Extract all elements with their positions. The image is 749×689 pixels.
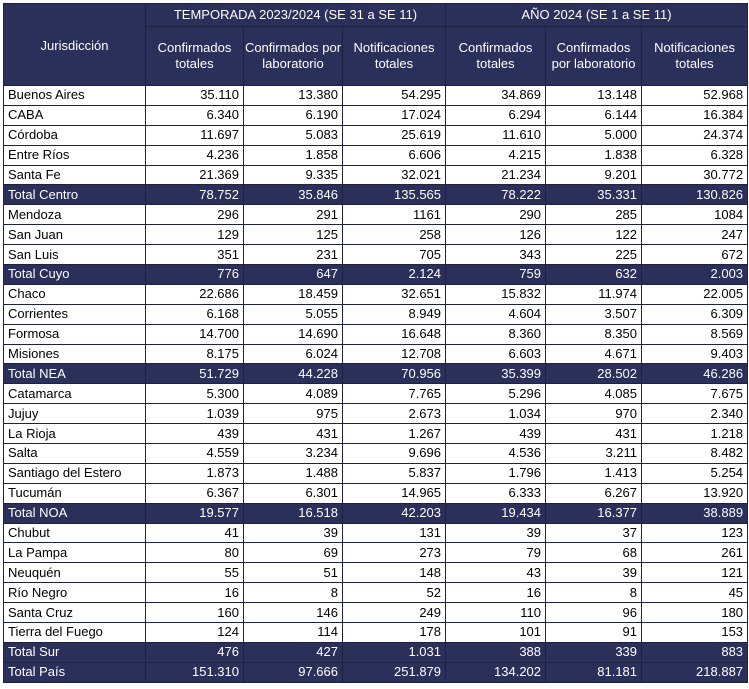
value-cell: 759 [446,265,546,285]
value-cell: 35.846 [244,185,343,205]
value-cell: 5.083 [244,125,343,145]
jurisdiction-header: Jurisdicción [4,4,146,86]
value-cell: 3.507 [546,304,642,324]
table-header [4,4,748,86]
jurisdiction-cell: Formosa [4,324,146,344]
value-cell: 37 [546,523,642,543]
value-cell: 13.920 [642,483,748,503]
value-cell: 35.331 [546,185,642,205]
value-cell: 6.367 [146,483,244,503]
value-cell: 6.603 [446,344,546,364]
value-cell: 431 [546,424,642,444]
table-row [4,583,748,603]
year-group-header: AÑO 2024 (SE 1 a SE 11) [446,4,748,27]
value-cell: 8.569 [642,324,748,344]
jurisdiction-cell: Salta [4,444,146,464]
value-cell: 15.832 [446,284,546,304]
jurisdiction-cell: Buenos Aires [4,86,146,106]
value-cell: 339 [546,642,642,662]
value-cell: 39 [546,563,642,583]
value-cell: 439 [146,424,244,444]
value-cell: 343 [446,245,546,265]
table-body [4,86,748,683]
value-cell: 9.696 [343,444,446,464]
value-cell: 80 [146,543,244,563]
value-cell: 45 [642,583,748,603]
value-cell: 1.039 [146,404,244,424]
value-cell: 261 [642,543,748,563]
value-cell: 81.181 [546,662,642,682]
value-cell: 44.228 [244,364,343,384]
value-cell: 134.202 [446,662,546,682]
value-cell: 6.309 [642,304,748,324]
value-cell: 6.024 [244,344,343,364]
jurisdiction-cell: Santa Cruz [4,603,146,623]
value-cell: 4.604 [446,304,546,324]
value-cell: 431 [244,424,343,444]
value-cell: 439 [446,424,546,444]
value-cell: 52.968 [642,86,748,106]
value-cell: 151.310 [146,662,244,682]
jurisdiction-cell: Jujuy [4,404,146,424]
value-cell: 131 [343,523,446,543]
value-cell: 8.949 [343,304,446,324]
table-total-row [4,185,748,205]
value-cell: 1161 [343,205,446,225]
value-cell: 5.254 [642,463,748,483]
table-total-row [4,503,748,523]
value-cell: 6.294 [446,105,546,125]
value-cell: 249 [343,603,446,623]
value-cell: 4.089 [244,384,343,404]
value-cell: 975 [244,404,343,424]
value-cell: 30.772 [642,165,748,185]
value-cell: 153 [642,623,748,643]
table-total-row [4,364,748,384]
jurisdiction-cell: Corrientes [4,304,146,324]
value-cell: 8.175 [146,344,244,364]
value-cell: 18.459 [244,284,343,304]
value-cell: 705 [343,245,446,265]
value-cell: 14.965 [343,483,446,503]
season-group-header: TEMPORADA 2023/2024 (SE 31 a SE 11) [146,4,446,27]
value-cell: 160 [146,603,244,623]
value-cell: 5.000 [546,125,642,145]
value-cell: 7.675 [642,384,748,404]
data-table-container [3,3,747,683]
value-cell: 2.340 [642,404,748,424]
value-cell: 122 [546,225,642,245]
column-header: Notificaciones totales [642,27,748,86]
value-cell: 35.110 [146,86,244,106]
value-cell: 19.434 [446,503,546,523]
value-cell: 2.003 [642,265,748,285]
value-cell: 6.340 [146,105,244,125]
table-row [4,424,748,444]
value-cell: 16.384 [642,105,748,125]
value-cell: 970 [546,404,642,424]
value-cell: 8.360 [446,324,546,344]
value-cell: 41 [146,523,244,543]
jurisdiction-cell: Tierra del Fuego [4,623,146,643]
table-row [4,284,748,304]
column-header: Notificaciones totales [343,27,446,86]
value-cell: 39 [244,523,343,543]
value-cell: 476 [146,642,244,662]
column-header: Confirmados por laboratorio [546,27,642,86]
jurisdiction-cell: La Rioja [4,424,146,444]
value-cell: 296 [146,205,244,225]
table-row [4,125,748,145]
table-row [4,344,748,364]
value-cell: 632 [546,265,642,285]
value-cell: 6.267 [546,483,642,503]
column-header: Confirmados totales [146,27,244,86]
value-cell: 4.671 [546,344,642,364]
value-cell: 11.697 [146,125,244,145]
table-row [4,165,748,185]
table-row [4,304,748,324]
value-cell: 285 [546,205,642,225]
table-row [4,205,748,225]
value-cell: 8.482 [642,444,748,464]
value-cell: 3.234 [244,444,343,464]
table-row [4,523,748,543]
value-cell: 52 [343,583,446,603]
table-total-row [4,265,748,285]
value-cell: 247 [642,225,748,245]
value-cell: 9.403 [642,344,748,364]
column-header: Confirmados totales [446,27,546,86]
value-cell: 1.031 [343,642,446,662]
value-cell: 16 [446,583,546,603]
value-cell: 51 [244,563,343,583]
value-cell: 123 [642,523,748,543]
value-cell: 101 [446,623,546,643]
value-cell: 225 [546,245,642,265]
value-cell: 4.559 [146,444,244,464]
jurisdiction-cell: Entre Ríos [4,145,146,165]
value-cell: 70.956 [343,364,446,384]
value-cell: 130.826 [642,185,748,205]
column-header: Confirmados por laboratorio [244,27,343,86]
value-cell: 7.765 [343,384,446,404]
value-cell: 9.335 [244,165,343,185]
value-cell: 647 [244,265,343,285]
value-cell: 46.286 [642,364,748,384]
table-total-row [4,642,748,662]
value-cell: 91 [546,623,642,643]
jurisdiction-cell: San Juan [4,225,146,245]
jurisdiction-cell: La Pampa [4,543,146,563]
value-cell: 6.144 [546,105,642,125]
value-cell: 5.296 [446,384,546,404]
value-cell: 34.869 [446,86,546,106]
value-cell: 5.300 [146,384,244,404]
table-row [4,444,748,464]
value-cell: 1084 [642,205,748,225]
value-cell: 427 [244,642,343,662]
value-cell: 129 [146,225,244,245]
value-cell: 13.380 [244,86,343,106]
value-cell: 1.796 [446,463,546,483]
jurisdiction-cell: Misiones [4,344,146,364]
value-cell: 251.879 [343,662,446,682]
value-cell: 180 [642,603,748,623]
value-cell: 1.488 [244,463,343,483]
value-cell: 78.222 [446,185,546,205]
value-cell: 178 [343,623,446,643]
cases-table [3,3,748,683]
value-cell: 16.518 [244,503,343,523]
value-cell: 51.729 [146,364,244,384]
value-cell: 69 [244,543,343,563]
jurisdiction-cell: CABA [4,105,146,125]
jurisdiction-cell: Total Cuyo [4,265,146,285]
table-row [4,404,748,424]
value-cell: 135.565 [343,185,446,205]
value-cell: 32.021 [343,165,446,185]
value-cell: 16 [146,583,244,603]
value-cell: 19.577 [146,503,244,523]
table-row [4,86,748,106]
value-cell: 1.267 [343,424,446,444]
value-cell: 6.190 [244,105,343,125]
value-cell: 13.148 [546,86,642,106]
jurisdiction-cell: Córdoba [4,125,146,145]
table-row [4,543,748,563]
jurisdiction-cell: Mendoza [4,205,146,225]
value-cell: 776 [146,265,244,285]
value-cell: 124 [146,623,244,643]
table-row [4,483,748,503]
jurisdiction-cell: Chubut [4,523,146,543]
value-cell: 16.377 [546,503,642,523]
value-cell: 6.333 [446,483,546,503]
value-cell: 6.301 [244,483,343,503]
value-cell: 1.858 [244,145,343,165]
table-row [4,245,748,265]
jurisdiction-cell: Total Sur [4,642,146,662]
value-cell: 78.752 [146,185,244,205]
value-cell: 8.350 [546,324,642,344]
value-cell: 351 [146,245,244,265]
value-cell: 14.700 [146,324,244,344]
value-cell: 42.203 [343,503,446,523]
value-cell: 43 [446,563,546,583]
value-cell: 6.168 [146,304,244,324]
value-cell: 14.690 [244,324,343,344]
jurisdiction-cell: Santa Fe [4,165,146,185]
value-cell: 388 [446,642,546,662]
value-cell: 28.502 [546,364,642,384]
table-total-row [4,662,748,682]
value-cell: 35.399 [446,364,546,384]
value-cell: 110 [446,603,546,623]
value-cell: 68 [546,543,642,563]
value-cell: 883 [642,642,748,662]
jurisdiction-cell: Río Negro [4,583,146,603]
value-cell: 290 [446,205,546,225]
value-cell: 146 [244,603,343,623]
jurisdiction-cell: Neuquén [4,563,146,583]
value-cell: 4.236 [146,145,244,165]
value-cell: 96 [546,603,642,623]
value-cell: 21.369 [146,165,244,185]
value-cell: 121 [642,563,748,583]
value-cell: 1.413 [546,463,642,483]
value-cell: 6.606 [343,145,446,165]
value-cell: 148 [343,563,446,583]
table-row [4,463,748,483]
value-cell: 672 [642,245,748,265]
value-cell: 54.295 [343,86,446,106]
value-cell: 258 [343,225,446,245]
value-cell: 1.034 [446,404,546,424]
value-cell: 9.201 [546,165,642,185]
value-cell: 273 [343,543,446,563]
table-row [4,563,748,583]
value-cell: 79 [446,543,546,563]
value-cell: 38.889 [642,503,748,523]
value-cell: 17.024 [343,105,446,125]
table-row [4,603,748,623]
value-cell: 2.673 [343,404,446,424]
table-row [4,225,748,245]
value-cell: 5.837 [343,463,446,483]
jurisdiction-cell: Total Centro [4,185,146,205]
jurisdiction-cell: San Luis [4,245,146,265]
value-cell: 24.374 [642,125,748,145]
value-cell: 218.887 [642,662,748,682]
value-cell: 1.873 [146,463,244,483]
table-row [4,324,748,344]
value-cell: 8 [244,583,343,603]
value-cell: 114 [244,623,343,643]
table-row [4,145,748,165]
value-cell: 2.124 [343,265,446,285]
value-cell: 55 [146,563,244,583]
value-cell: 4.536 [446,444,546,464]
jurisdiction-cell: Tucumán [4,483,146,503]
value-cell: 126 [446,225,546,245]
value-cell: 39 [446,523,546,543]
value-cell: 11.610 [446,125,546,145]
value-cell: 4.215 [446,145,546,165]
table-row [4,623,748,643]
value-cell: 1.218 [642,424,748,444]
value-cell: 21.234 [446,165,546,185]
value-cell: 25.619 [343,125,446,145]
jurisdiction-cell: Total NEA [4,364,146,384]
value-cell: 125 [244,225,343,245]
value-cell: 22.686 [146,284,244,304]
value-cell: 6.328 [642,145,748,165]
value-cell: 8 [546,583,642,603]
value-cell: 22.005 [642,284,748,304]
jurisdiction-cell: Santiago del Estero [4,463,146,483]
value-cell: 3.211 [546,444,642,464]
value-cell: 97.666 [244,662,343,682]
value-cell: 11.974 [546,284,642,304]
jurisdiction-cell: Total NOA [4,503,146,523]
value-cell: 32.651 [343,284,446,304]
table-row [4,384,748,404]
value-cell: 231 [244,245,343,265]
value-cell: 16.648 [343,324,446,344]
jurisdiction-cell: Catamarca [4,384,146,404]
value-cell: 291 [244,205,343,225]
value-cell: 12.708 [343,344,446,364]
jurisdiction-cell: Chaco [4,284,146,304]
jurisdiction-cell: Total País [4,662,146,682]
table-row [4,105,748,125]
value-cell: 4.085 [546,384,642,404]
value-cell: 5.055 [244,304,343,324]
value-cell: 1.838 [546,145,642,165]
